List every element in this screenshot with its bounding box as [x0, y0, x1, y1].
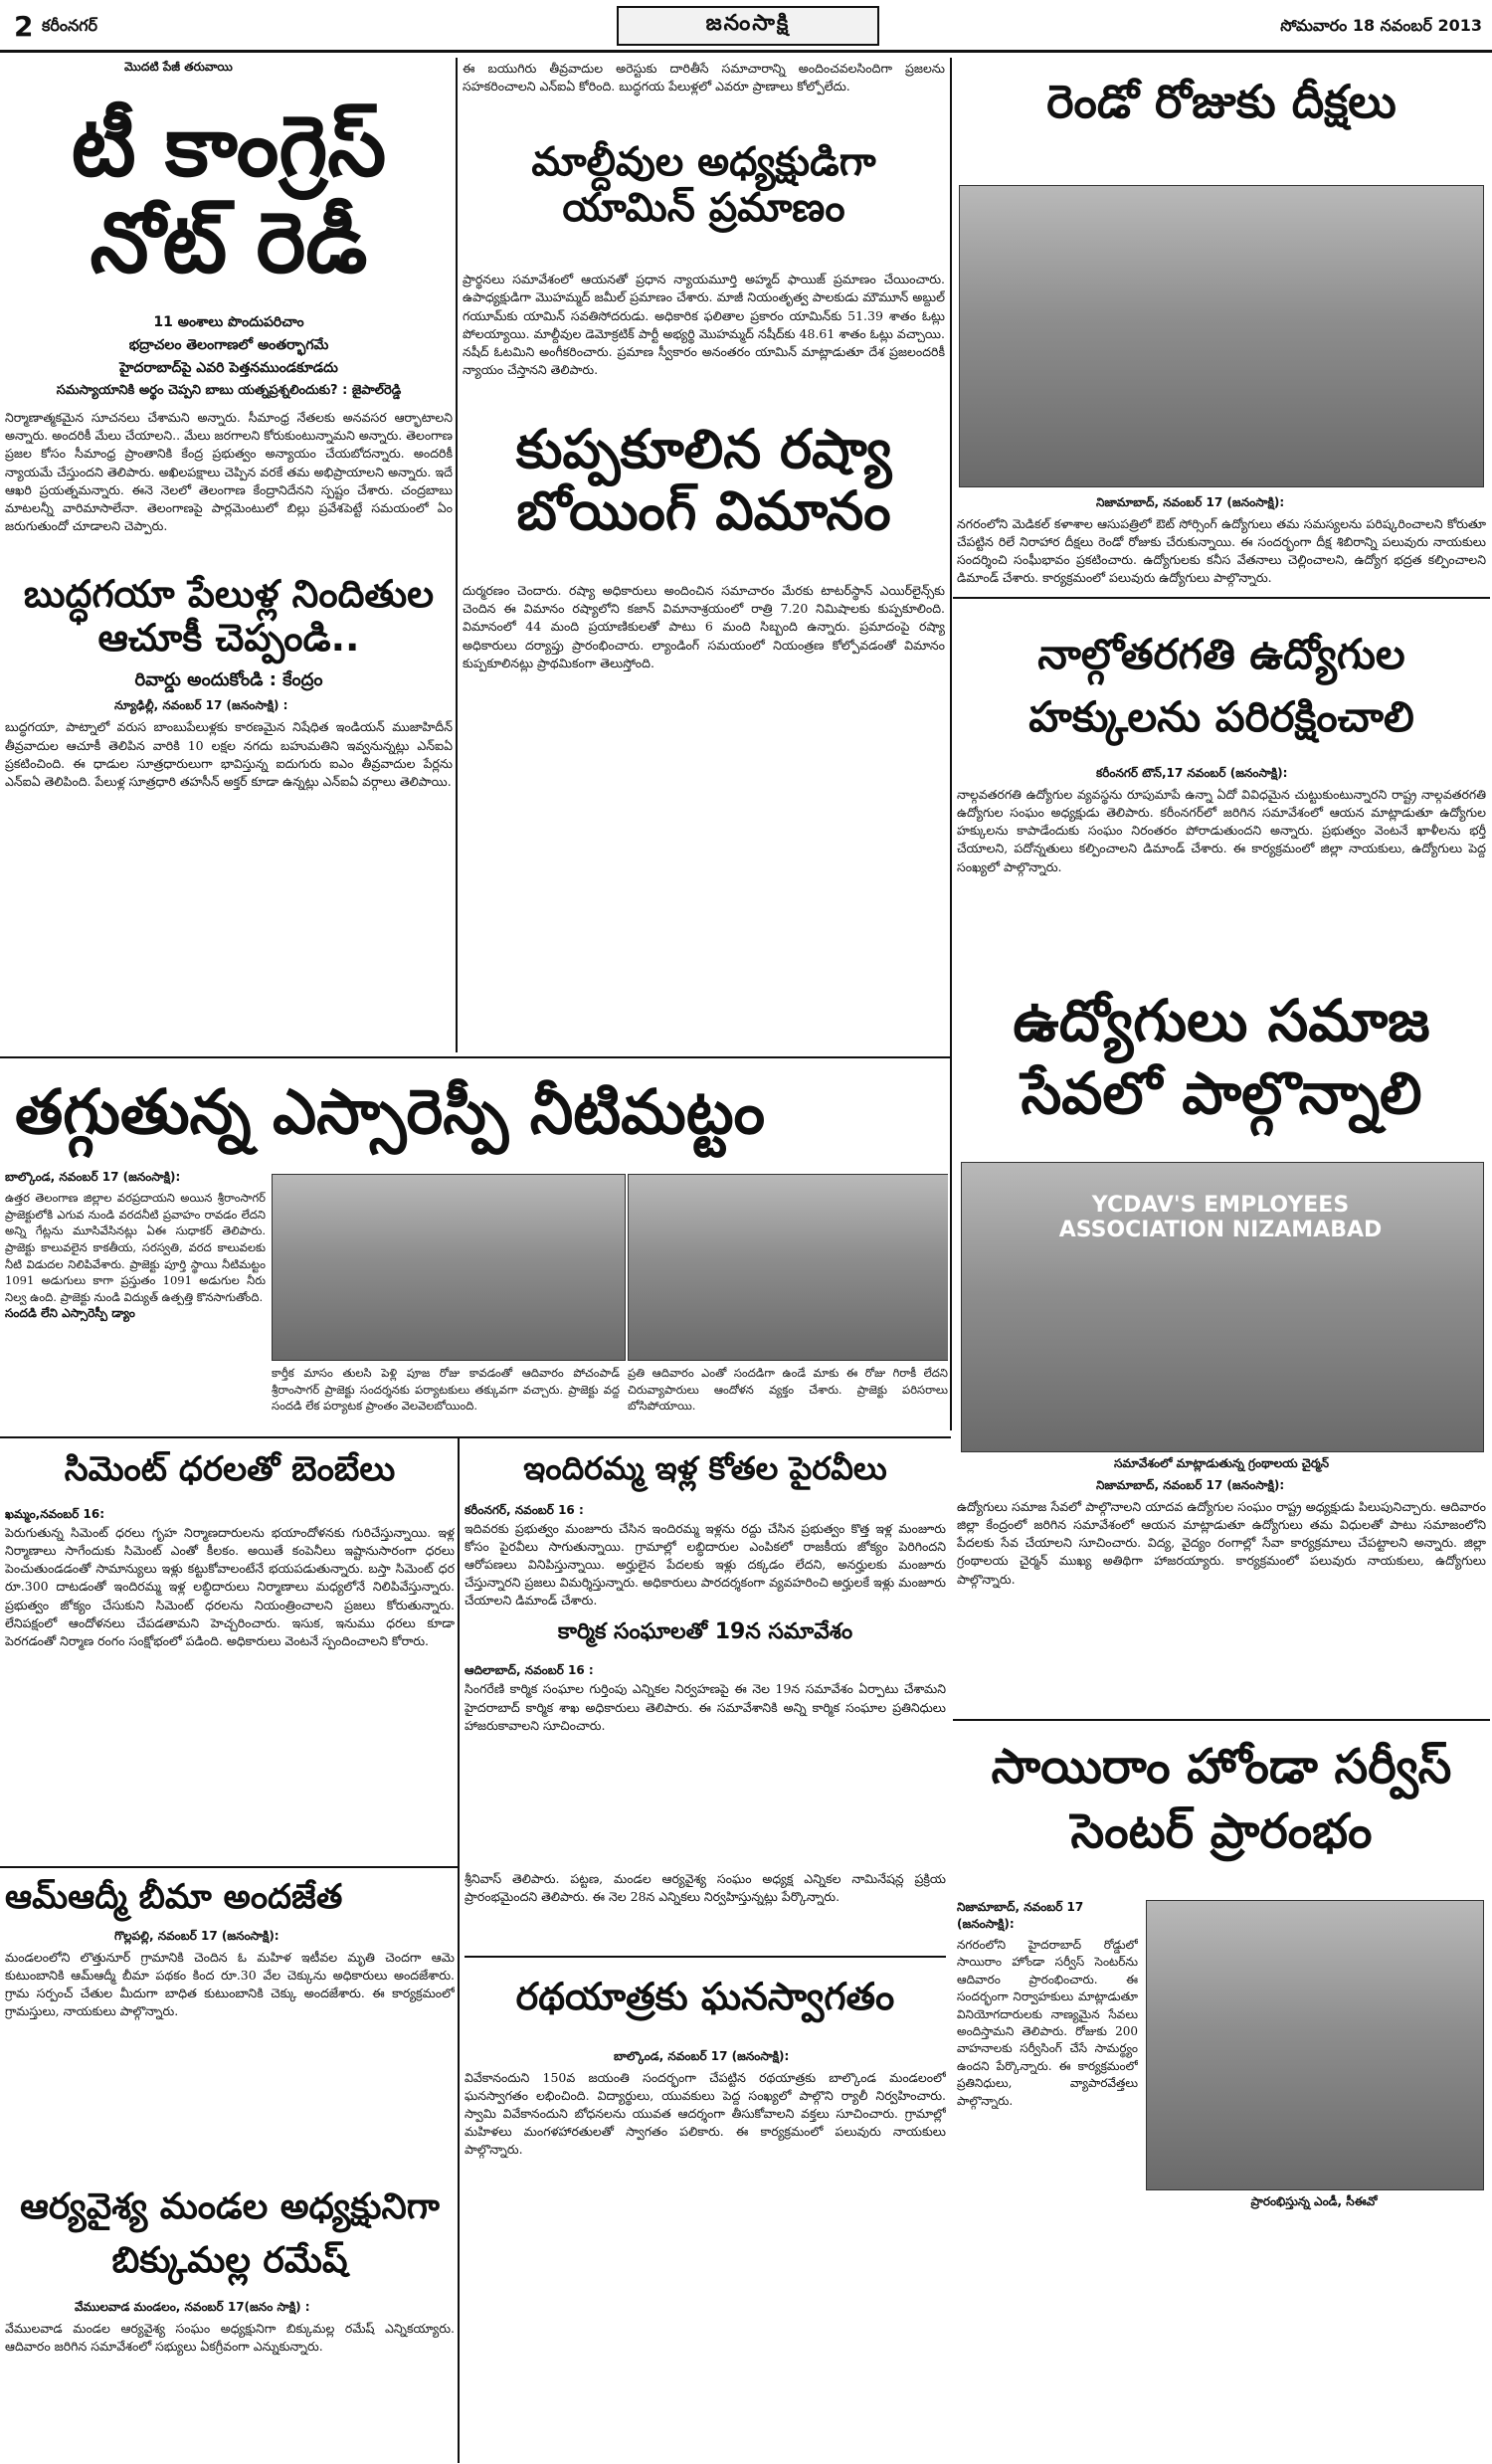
section-rule — [0, 1056, 951, 1058]
subhead: సమస్యాయానికి అర్థం చెప్పని బాబు యత్నప్రశ్నలిందుకు? : జైపాల్‌రెడ్డి — [56, 383, 402, 399]
article-body: ప్రతి ఆదివారం ఎంతో సందడిగా ఉండే మాకు ఈ రోజు గిరాకీ లేదని చిరువ్యాపారులు ఆందోళన వ్యక్తం చేశారు. ప్రాజెక్టు పరిసరాలు బోసిపోయాయి. — [628, 1366, 948, 1414]
column-rule — [950, 58, 952, 1430]
article-honda — [957, 1725, 1486, 2459]
caption: ప్రారంభిస్తున్న ఎండీ, సీఈవో — [1250, 2194, 1378, 2208]
article-body: నాల్గవతరగతి ఉద్యోగుల వ్యవస్థను రూపుమాపే ఉన్నా ఏదో వివిధమైన చుట్టుకుంటున్నారని రాష్ట్ర నాల్గవతరగతి ఉద్యోగుల సంఘం అధ్యక్షుడు తెలిపారు. కరీంనగర్‌లో జరిగిన సమావేశంలో ఆయన మాట్లాడుతూ ఉద్యోగుల హక్కులను కాపాడేందుకు సంఘం నిరంతరం పోరాడుతుందని అన్నారు. ప్రభుత్వం వెంటనే ఖాళీలను భర్తీ చేయాలని, పదోన్నతులు కల్పించాలని డిమాండ్ చేశారు. ఈ కార్యక్రమంలో జిల్లా నాయకులు, ఉద్యోగులు పెద్ద సంఖ్యలో పాల్గొన్నారు. — [957, 787, 1486, 874]
text-col-left — [957, 1900, 1138, 2377]
masthead-rule — [0, 50, 1492, 53]
article-body: బుద్ధగయా, పాట్నాలో వరుస బాంబుపేలుళ్లకు కారణమైన నిషేధిత ఇండియన్ ముజాహిదీన్ తీవ్రవాదుల ఆచూకీ తెలిపిన వారికి 10 లక్షల నగదు బహుమతిని ఇవ్వనున్నట్లు ఎన్ఐఏ ప్రకటించింది. ఈ ధాడుల సూత్రధారులుగా భావిస్తున్న ఐదుగురు ఐఎం తీవ్రవాదుల పేర్లను ఎన్ఐఏ తెలిపింది. పేలుళ్ల సూత్రధారి తహసీన్ అక్తర్ కూడా ఉన్నట్లు ఎన్ఐఏ వర్గాలు తెలిపాయి. — [5, 719, 453, 789]
text-block — [957, 495, 1486, 595]
article-body: వివేకానందుని 150వ జయంతి సందర్భంగా చేపట్టిన రథయాత్రకు బాల్కొండ మండలంలో ఘనస్వాగతం లభించింది. విద్యార్థులు, యువకులు పెద్ద సంఖ్యలో పాల్గొని ర్యాలీ నిర్వహించారు. స్వామి వివేకానందుని బోధనలను యువత ఆదర్శంగా తీసుకోవాలని వక్తలు సూచించారు. గ్రామాల్లో మహిళలు మంగళహారతులతో స్వాగతం పలికారు. ఈ కార్యక్రమంలో పలువురు నాయకులు పాల్గొన్నారు. — [465, 2069, 946, 2158]
dam-photo-2 — [628, 1174, 948, 1361]
article-body: నగరంలోని మెడికల్ కళాశాల ఆసుపత్రిలో ఔట్ సోర్సింగ్ ఉద్యోగులు తమ సమస్యలను పరిష్కరించాలని కోరుతూ చేపట్టిన రిలే నిరాహార దీక్షలు రెండో రోజుకు చేరుకున్నాయి. ఈ సందర్భంగా దీక్ష శిబిరాన్ని పలువురు నాయకులు సందర్శించి సంఘీభావం ప్రకటించారు. ఉద్యోగులకు కనీస వేతనాలు చెల్లించాలని, ఉద్యోగ భద్రత కల్పించాలని డిమాండ్ చేశారు. కార్యక్రమంలో పలువురు ఉద్యోగులు పాల్గొన్నారు. — [957, 516, 1486, 586]
dateline: వేములవాడ మండలం, నవంబర్ 17(జనం సాక్షి) : — [75, 2300, 310, 2314]
page-number: 2 — [14, 10, 34, 43]
headline: మాల్దీవుల అధ్యక్షుడిగా యామిన్ ప్రమాణం — [531, 139, 876, 232]
headline: తగ్గుతున్న ఎస్సారెస్పీ నీటిమట్టం — [15, 1075, 766, 1148]
dateline: బాల్కొండ, నవంబర్ 17 (జనంసాక్షి): — [614, 2048, 790, 2063]
dateline: నిజామాబాద్, నవంబర్ 17 (జనంసాక్షి): — [1096, 495, 1285, 509]
headline: ఇందిరమ్మ ఇళ్ల కోతల పైరవీలు — [523, 1449, 887, 1487]
article-body: ఉద్యోగులు సమాజ సేవలో పాల్గొనాలని యాదవ ఉద్యోగుల సంఘం రాష్ట్ర అధ్యక్షుడు పిలుపునిచ్చారు. ఆదివారం జిల్లా కేంద్రంలో జరిగిన సమావేశంలో ఆయన మాట్లాడుతూ ఉద్యోగులు తమ విధులతో పాటు సమాజంలోని పేదలకు సేవ చేయాలని సూచించారు. విద్య, వైద్యం రంగాల్లో సేవా కార్యక్రమాలు చేపట్టాలని అన్నారు. జిల్లా గ్రంథాలయ చైర్మన్ ముఖ్య అతిథిగా హాజరయ్యారు. కార్యక్రమంలో పలువురు నాయకులు, ఉద్యోగులు పాల్గొన్నారు. — [957, 1499, 1486, 1587]
text-col-left — [5, 1170, 266, 1432]
article-maldives — [463, 60, 945, 1054]
inauguration-photo — [1146, 1900, 1484, 2190]
column-rule — [456, 58, 458, 1052]
article-body: పెరుగుతున్న సిమెంట్ ధరలు గృహ నిర్మాణదారులను భయాందోళనకు గురిచేస్తున్నాయి. ఇళ్ల నిర్మాణాలు సాగేందుకు సిమెంట్ ఎంతో కీలకం. అయితే కంపెనీలు ఇష్టానుసారంగా ధరలు పెంచుతుండడంతో సామాన్యులు ఇళ్లు కట్టుకోవాలంటేనే భయపడుతున్నారు. బస్తా సిమెంట్ ధర రూ.300 దాటడంతో ఇందిరమ్మ ఇళ్ల లబ్ధిదారులు నిర్మాణాలు మధ్యలోనే నిలిపివేస్తున్నారు. ప్రభుత్వం జోక్యం చేసుకుని సిమెంట్ ధరలను నియంత్రించాలని ప్రజలు కోరుతున్నారు. లేనిపక్షంలో ఆందోళనలు చేపడతామని హెచ్చరించారు. ఇసుక, ఇనుము ధరలు కూడా పెరగడంతో నిర్మాణ రంగం సంక్షోభంలో పడింది. అధికారులు వెంటనే స్పందించాలని కోరారు. — [5, 1525, 455, 1648]
subhead: కార్మిక సంఘాలతో 19న సమావేశం — [557, 1619, 853, 1645]
article-body: నగరంలోని హైదరాబాద్ రోడ్డులో సాయిరాం హోండా సర్వీస్ సెంటర్‌ను ఆదివారం ప్రారంభించారు. ఈ సందర్భంగా నిర్వాహకులు మాట్లాడుతూ వినియోగదారులకు నాణ్యమైన సేవలు అందిస్తామని తెలిపారు. రోజుకు 200 వాహనాలకు సర్వీసింగ్ చేసే సామర్థ్యం ఉందని పేర్కొన్నారు. ఈ కార్యక్రమంలో ప్రతినిధులు, వ్యాపారవేత్తలు పాల్గొన్నారు. — [957, 1938, 1138, 2108]
article-deeksha — [957, 58, 1486, 595]
column-rule — [458, 1438, 460, 2463]
issue-date: సోమవారం 18 నవంబర్ 2013 — [1280, 16, 1482, 35]
headline: ఉద్యోగులు సమాజ సేవలో పాల్గొన్నాలి — [1013, 987, 1430, 1127]
protest-photo — [959, 185, 1484, 487]
paper-logo: జనంసాక్షి — [617, 6, 879, 46]
dateline: బాల్కొండ, నవంబర్ 17 (జనంసాక్షి): — [5, 1170, 181, 1184]
article-srsp — [5, 1062, 948, 1432]
dateline: కరీంనగర్, నవంబర్ 16 : — [465, 1502, 584, 1517]
headline: బుద్ధగయా పేలుళ్ల నిందితుల ఆచూకీ చెప్పండి.. — [23, 572, 435, 660]
section-rule — [465, 1956, 946, 1958]
caption: సందడి లేని ఎస్సారెస్పీ డ్యాం — [5, 1305, 135, 1320]
dateline: గొల్లపల్లి, నవంబర్ 17 (జనంసాక్షి): — [114, 1929, 280, 1944]
headline: టీ కాంగ్రెస్ నోట్ రెడీ — [71, 97, 387, 291]
article-employees-service — [957, 975, 1486, 1713]
headline: ఆమ్ఆద్మీ బీమా అందజేత — [5, 1877, 343, 1917]
article-indiramma — [465, 1442, 946, 1862]
section-rule — [0, 1866, 458, 1868]
banner-text: YCDAV'S EMPLOYEES ASSOCIATION NIZAMABAD — [1058, 1193, 1383, 1242]
dateline: న్యూఢిల్లీ, నవంబర్ 17 (జనంసాక్షి) : — [114, 698, 288, 713]
article-body: నిర్మాణాత్మకమైన సూచనలు చేశామని అన్నారు. సీమాంధ్ర నేతలకు అనవసర ఆర్భాటాలని అన్నారు. అందరికీ మేలు చేయాలని.. మేలు జరగాలని కోరుకుంటున్నామని అన్నారు. తెలంగాణ ప్రజల కోసం సీమాంధ్ర ప్రాంతానికి కేంద్ర ప్రభుత్వం అన్యాయం చేయబోదన్నారు. అందరికీ న్యాయమే చేస్తుందని తెలిపారు. అఖిలపక్షాలు చెప్పిన వరకే తమ అభిప్రాయాలని అన్నారు. ఇదే ఆఖరి ప్రయత్నమన్నారు. ఈనె నెలలో తెలంగాణ కేంద్రానిదేనని స్పష్టం చేశారు. చంద్రబాబు మాటలన్నీ వారిమాసాలేనా. తెలంగాణపై పార్లమెంటులో బిల్లు ప్రవేశపెట్టే సమయంలో ఏం జరుగుతుందో చూడాలని చెప్పారు. — [5, 410, 453, 533]
article-body: మండలంలోని లొత్తునూర్ గ్రామానికి చెందిన ఓ మహిళ ఇటీవల మృతి చెందగా ఆమె కుటుంబానికి ఆమ్ఆద్మీ బీమా పథకం కింద రూ.30 వేల చెక్కును అధికారులు అందజేశారు. గ్రామ సర్పంచ్ చేతుల మీదుగా బాధిత కుటుంబానికి చెక్కు అందజేశారు. ఈ కార్యక్రమంలో గ్రామస్తులు, నాయకులు పాల్గొన్నారు. — [5, 1950, 455, 2019]
article-aam-aadmi — [5, 1872, 455, 2171]
dateline: నిజామాబాద్, నవంబర్ 17 (జనంసాక్షి): — [1096, 1478, 1285, 1492]
dateline: ఆదిలాబాద్, నవంబర్ 16 : — [465, 1663, 594, 1678]
article-aryavysya — [5, 2177, 455, 2459]
caption: సమావేశంలో మాట్లాడుతున్న గ్రంథాలయ చైర్మన్ — [1113, 1456, 1330, 1470]
dateline: ఖమ్మం,నవంబర్ 16: — [5, 1507, 105, 1522]
headline: సాయిరాం హోండా సర్వీస్ సెంటర్ ప్రారంభం — [991, 1739, 1452, 1859]
subhead: 11 అంశాలు పొందుపరిచాం — [153, 314, 304, 331]
article-cement — [5, 1442, 455, 1862]
edition-label: కరీంనగర్ — [42, 16, 98, 35]
headline: రెండో రోజుకు దీక్షలు — [1046, 75, 1397, 128]
dateline: నిజామాబాద్, నవంబర్ 17 (జనంసాక్షి): — [957, 1900, 1084, 1931]
dam-photo-1 — [272, 1174, 626, 1361]
headline: సిమెంట్ ధరలతో బెంబేలు — [64, 1449, 396, 1489]
article-body: దుర్మరణం చెందారు. రష్యా అధికారులు అందించిన సమాచారం మేరకు టాటర్‌స్థాన్ ఎయిర్‌లైన్స్‌కు చెందిన ఈ విమానం రష్యాలోని కజాన్ విమానాశ్రయంలో రాత్రి 7.20 నిమిషాలకు కుప్పకూలింది. విమానంలో 44 మంది ప్రయాణికులతో పాటు 6 మంది సిబ్బంది ఉన్నారు. ప్రమాదంపై రష్యా అధికారులు దర్యాప్తు ప్రారంభించారు. ల్యాండింగ్ సమయంలో నియంత్రణ కోల్పోవడంతో విమానం కుప్పకూలినట్లు ప్రాథమికంగా తెలుస్తోంది. — [463, 583, 945, 670]
dateline: కరీంనగర్ టౌన్,17 నవంబర్ (జనంసాక్షి): — [1096, 766, 1288, 780]
article-rathayatra — [465, 1870, 946, 2459]
article-body: వేములవాడ మండల ఆర్యవైశ్య సంఘం అధ్యక్షునిగా బిక్కుమల్ల రమేష్ ఎన్నికయ్యారు. ఆదివారం జరిగిన సమావేశంలో సభ్యులు ఏకగ్రీవంగా ఎన్నుకున్నారు. — [5, 2321, 455, 2355]
article-class4-employees — [957, 605, 1486, 963]
subhead: హైదరాబాద్‌పై ఎవరి పెత్తనముండకూడదు — [119, 360, 338, 377]
article-body: ఉత్తర తెలంగాణ జిల్లాల వరప్రదాయని అయిన శ్రీరాంసాగర్ ప్రాజెక్టులోకి ఎగువ నుండి వరదనీటి ప్రవాహం రావడం లేదని అన్ని గేట్లను మూసివేసినట్లు ఏఈ సుధాకర్ తెలిపారు. ప్రాజెక్టు కాలువలైన కాకతీయ, సరస్వతి, వరద కాలువలకు నీటి విడుదల నిలిపివేశారు. ప్రాజెక్టు పూర్తి స్థాయి నీటిమట్టం 1091 అడుగులు కాగా ప్రస్తుతం 1091 అడుగుల నీరు నిల్వ ఉంది. ప్రాజెక్టు నుండి విద్యుత్ ఉత్పత్తి కొనసాగుతోంది. — [5, 1191, 266, 1305]
meeting-photo — [961, 1162, 1484, 1452]
article-body: కార్తీక మాసం తులసి పెళ్లి పూజ రోజు కావడంతో ఆదివారం పోచంపాడ్ శ్రీరాంసాగర్ ప్రాజెక్టు సందర్శనకు పర్యాటకులు తక్కువగా వచ్చారు. ప్రాజెక్టు వద్ద సందడి లేక పర్యాటక ప్రాంతం వెలవెలబోయింది. — [272, 1366, 620, 1414]
article-body: శ్రీనివాస్ తెలిపారు. పట్టణ, మండల ఆర్యవైశ్య సంఘం అధ్యక్ష ఎన్నికల నామినేషన్ల ప్రక్రియ ప్రారంభమైందని తెలిపారు. ఈ నెల 28న ఎన్నికలు నిర్వహిస్తున్నట్లు పేర్కొన్నారు. — [465, 1871, 946, 1905]
headline: నాల్గోతరగతి ఉద్యోగుల హక్కులను పరిరక్షించాలి — [1028, 630, 1414, 741]
masthead — [0, 0, 1492, 52]
kicker: మొదటి పేజీ తరువాయి — [124, 60, 233, 74]
section-rule — [0, 1436, 951, 1438]
headline: ఆర్యవైశ్య మండల అధ్యక్షునిగా బిక్కుమల్ల రమేష్ — [20, 2186, 440, 2281]
section-rule — [953, 1719, 1490, 1721]
article-t-congress — [5, 60, 453, 1054]
article-body: సింగరేణి కార్మిక సంఘాల గుర్తింపు ఎన్నికల నిర్వహణపై ఈ నెల 19న సమావేశం ఏర్పాటు చేశామని హైదరాబాద్ కార్మిక శాఖ అధికారులు తెలిపారు. ఈ సమావేశానికి అన్ని కార్మిక సంఘాల ప్రతినిధులు హాజరుకావాలని సూచించారు. — [465, 1681, 946, 1733]
headline: రథయాత్రకు ఘనస్వాగతం — [515, 1975, 895, 2019]
text-block — [957, 1478, 1486, 1713]
subhead: రివార్డు అందుకోండి : కేంద్రం — [134, 669, 323, 691]
article-body: ఇదివరకు ప్రభుత్వం మంజూరు చేసిన ఇందిరమ్మ ఇళ్లను రద్దు చేసిన ప్రభుత్వం కొత్త ఇళ్ల మంజూరు కోసం పైరవీలు సాగుతున్నాయి. గ్రామాల్లో లబ్ధిదారుల ఎంపికలో రాజకీయ జోక్యం పెరిగిందని ఆరోపణలు వినిపిస్తున్నాయి. అర్హులైన పేదలకు ఇళ్లు దక్కడం లేదని, అనర్హులకు మంజూరు చేస్తున్నారని ప్రజలు విమర్శిస్తున్నారు. అధికారులు పారదర్శకంగా వ్యవహరించి అర్హులకే ఇళ్లు మంజూరు చేయాలని డిమాండ్ చేశారు. — [465, 1520, 946, 1609]
subhead: భద్రాచలం తెలంగాణలో అంతర్భాగమే — [128, 337, 329, 354]
article-body: ప్రార్థనలు సమావేశంలో ఆయనతో ప్రధాన న్యాయమూర్తి అహ్మద్ ఫాయిజ్ ప్రమాణం చేయించారు. ఉపాధ్యక్షుడిగా మొహమ్మద్ జమీల్ ప్రమాణం చేశారు. మాజీ నియంతృత్వ పాలకుడు మౌమూన్ అబ్దుల్ గయూమ్‌కు యామిన్ సవతిసోదరుడు. అధికారిక ఫలితాల ప్రకారం యామిన్‌కు 51.39 శాతం ఓట్లు పోలయ్యాయి. మాల్దీవుల డెమోక్రటిక్ పార్టీ అభ్యర్థి మొహమ్మద్ నషీద్‌కు 48.61 శాతం ఓట్లు వచ్చాయి. నషీద్ ఓటమిని అంగీకరించారు. ప్రమాణ స్వీకారం అనంతరం యామిన్ మాట్లాడుతూ దేశ ప్రజలందరికీ న్యాయం చేస్తానని తెలిపారు. — [463, 272, 945, 377]
headline: కుప్పకూలిన రష్యా బోయింగ్ విమానం — [515, 418, 892, 543]
article-body: ఈ బయుగిరు తీవ్రవాదుల అరెస్టుకు దారితీసే సమాచారాన్ని అందించవలసిందిగా ప్రజలను సహకరించాలని ఎన్ఐఏ కోరింది. బుద్ధగయ పేలుళ్లలో ఎవరూ ప్రాణాలు కోల్పోలేదు. — [463, 61, 945, 95]
section-rule — [953, 597, 1490, 599]
